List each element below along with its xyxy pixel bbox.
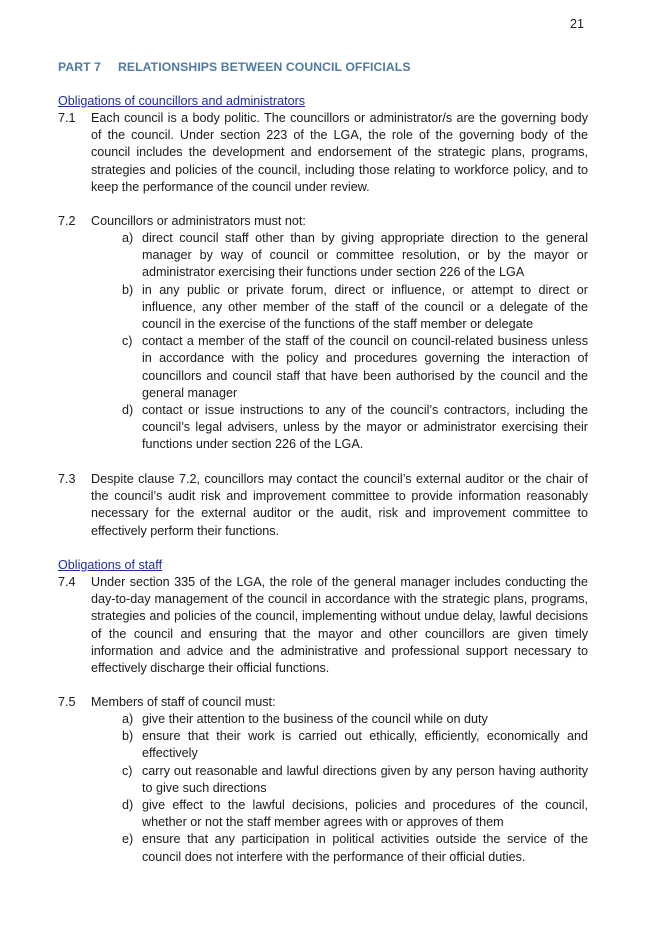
list-item-text: carry out reasonable and lawful directions given by any person having authority to give such directions: [142, 763, 588, 795]
section-heading-councillors: Obligations of councillors and administrators: [58, 94, 306, 108]
clause-number: 7.2: [58, 214, 76, 228]
clause-7-3: [58, 471, 588, 540]
clause-7-4: [58, 574, 588, 677]
list-item-label: e): [122, 832, 134, 847]
list-item-text: ensure that their work is carried out ethically, efficiently, economically and effectively: [142, 729, 588, 761]
clause-text: Despite clause 7.2, councillors may contact the council’s external auditor or the chair of the council’s audit risk and improvement committee to provide information reasonably necessary for the external auditor or the audit, risk and improvement committee to effectively perform their functions.: [91, 472, 588, 538]
list-item: [116, 333, 588, 402]
list-item-text: contact or issue instructions to any of the council’s contractors, including the council’s legal advisers, unless by the mayor or administrator exercising their functions under section 226 of the LGA.: [142, 403, 588, 452]
list-item: [116, 230, 588, 282]
list-item-text: give effect to the lawful decisions, policies and procedures of the council, whether or not the staff member agrees with or approves of them: [142, 798, 588, 830]
list-item-text: in any public or private forum, direct or influence, or attempt to direct or influence, any other member of the staff of the council or a delegate of the council in the exercise of the functions of the staff member or delegate: [142, 282, 588, 332]
clause-number: 7.4: [58, 575, 76, 589]
list-item-text: give their attention to the business of the council while on duty: [142, 712, 488, 726]
list-item-label: d): [122, 403, 134, 418]
page-number: 21: [570, 17, 585, 31]
clause-7-5-list: [116, 711, 588, 866]
list-item: [116, 728, 588, 762]
list-item: [116, 763, 588, 797]
list-item-text: direct council staff other than by giving appropriate direction to the general manager by way of council or committee resolution, or by the mayor or administrator exercising their functions under section 226 of the LGA: [142, 231, 588, 280]
part-title: RELATIONSHIPS BETWEEN COUNCIL OFFICIALS: [118, 60, 411, 74]
list-item-label: c): [122, 763, 133, 778]
clause-number: 7.3: [58, 472, 76, 486]
part-number: PART 7: [58, 60, 102, 74]
clause-7-1: [58, 110, 588, 196]
part-heading: [58, 59, 411, 76]
clause-text: Members of staff of council must:: [91, 695, 276, 709]
list-item: [116, 797, 588, 831]
list-item-label: a): [122, 231, 134, 245]
list-item-label: b): [122, 282, 134, 297]
list-item: [116, 282, 588, 334]
clause-text: Councillors or administrators must not:: [91, 214, 306, 228]
clause-7-2: [58, 213, 588, 230]
list-item: [116, 711, 588, 728]
list-item-text: ensure that any participation in political activities outside the service of the council does not interfere with the performance of their official duties.: [142, 832, 588, 864]
list-item-label: b): [122, 729, 134, 744]
clause-text: Each council is a body politic. The councillors or administrator/s are the governing body of the council. Under section 223 of the LGA, the role of the governing body of the council includes the development and endorsement of the strategic plans, programs, strategies and policies of the council, including those relating to workforce policy, and to keep the performance of the council under review.: [91, 111, 588, 194]
list-item-label: c): [122, 334, 133, 349]
clause-7-2-list: [116, 230, 588, 454]
list-item: [116, 831, 588, 865]
list-item-text: contact a member of the staff of the council on council-related business unless in accordance with the policy and procedures governing the interaction of councillors and council staff that have been authorised by the council and the general manager: [142, 334, 588, 400]
clause-number: 7.5: [58, 695, 76, 709]
list-item-label: d): [122, 798, 134, 813]
section-heading-staff: Obligations of staff: [58, 558, 163, 572]
clause-7-5: [58, 694, 588, 711]
clause-text: Under section 335 of the LGA, the role of the general manager includes conducting the day-to-day management of the council in accordance with the strategic plans, programs, strategies and policies of the council, implementing without undue delay, lawful decisions of the council and ensuring that the mayor and other councillors are given timely information and advice and the administrative and professional support necessary to effectively discharge their official functions.: [91, 575, 588, 676]
clause-number: 7.1: [58, 111, 76, 125]
list-item-label: a): [122, 712, 134, 726]
list-item: [116, 402, 588, 454]
